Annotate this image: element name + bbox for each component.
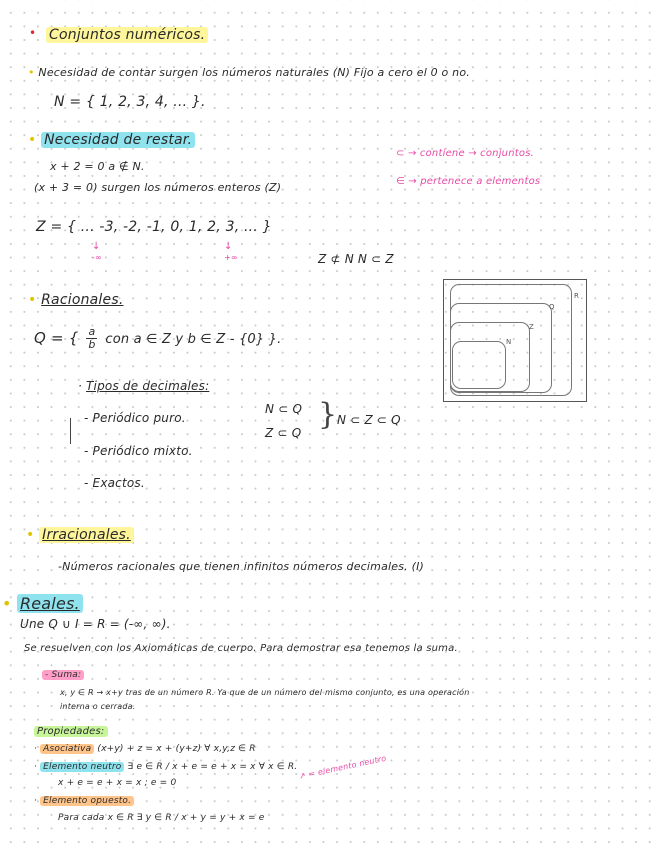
decimales-bar: [70, 418, 71, 444]
decimal-periodico-puro: - Periódico puro.: [84, 411, 186, 425]
enteros-set: Z = { ... -3, -2, -1, 0, 1, 2, 3, ... }: [36, 219, 272, 235]
reales-line: Se resuelven con los Axiomáticas de cuerpo. Para demostrar esa tenemos la suma.: [24, 643, 458, 654]
prop-opuesto: · Elemento opuesto.: [34, 796, 134, 806]
racionales-title: • Racionales.: [28, 292, 124, 308]
venn-label-z: Z: [529, 323, 534, 331]
suma-tag: - Suma:: [42, 670, 84, 680]
note-pertenece: ∈ → pertenece a elementos: [396, 176, 541, 187]
prop-asociativa: · Asociativa (x+y) + z = x + (y+z) ∀ x,y,z ∈ R: [34, 744, 256, 754]
rel-n-q: N ⊂ Q: [265, 402, 303, 416]
decimales-title: · Tipos de decimales:: [78, 379, 210, 393]
enteros-title: • Necesidad de restar.: [28, 132, 195, 148]
venn-label-r: R: [574, 292, 579, 300]
venn-n: [452, 341, 506, 389]
reales-une: Une Q ∪ I = R = (-∞, ∞).: [20, 617, 171, 631]
racionales-definition: Q = { $\frac{a}{b}$ con a ∈ Z y b ∈ Z - {0} }.: [34, 325, 282, 351]
neutro-line-2: x + e = e + x = x ; e = 0: [58, 778, 177, 788]
venn-label-n: N: [506, 338, 512, 346]
brace: }: [318, 397, 338, 432]
suma-text: x, y ∈ R → x+y tras de un número R. Ya que de un número del mismo conjunto, es una operación: [60, 688, 470, 697]
note-elemento-neutro: ↗ = elemento neutro: [298, 753, 388, 781]
rel-chain: N ⊂ Z ⊂ Q: [337, 413, 401, 427]
opuesto-line: Para cada x ∈ R ∃ y ∈ R / x + y = y + x = e: [58, 813, 265, 823]
enteros-eq2: (x + 3 = 0) surgen los números enteros (Z): [34, 181, 282, 194]
naturales-set: N = { 1, 2, 3, 4, ... }.: [54, 94, 206, 110]
note-contiene: ⊂ → contiene → conjuntos.: [396, 148, 534, 159]
venn-label-q: Q: [549, 303, 555, 311]
irracionales-line: -Números racionales que tienen infinitos números decimales. (I): [58, 560, 425, 573]
arrow-plus-inf: ↓ +∞: [224, 241, 238, 262]
bullet-red: •: [29, 26, 37, 40]
reales-title: • Reales.: [2, 594, 83, 613]
decimal-exactos: - Exactos.: [84, 476, 145, 490]
arrow-minus-inf: ↓ -∞: [92, 241, 102, 262]
suma-text-2: interna o cerrada.: [60, 702, 136, 711]
propiedades-title: Propiedades:: [34, 726, 108, 737]
irracionales-title: • Irracionales.: [26, 527, 134, 543]
section-title-conjuntos: Conjuntos numéricos.: [46, 27, 208, 43]
decimal-periodico-mixto: - Periódico mixto.: [84, 444, 193, 458]
prop-neutro: · Elemento neutro ∃ e ∈ R / x + e = e + x = x ∀ x ∈ R.: [34, 762, 298, 772]
naturales-line: • Necesidad de contar surgen los números naturales (N) Fijo a cero el 0 o no.: [28, 66, 470, 79]
rel-z-q: Z ⊂ Q: [265, 426, 302, 440]
enteros-relation: Z ⊄ N N ⊂ Z: [318, 252, 394, 266]
enteros-eq1: x + 2 = 0 a ∉ N.: [50, 160, 145, 173]
